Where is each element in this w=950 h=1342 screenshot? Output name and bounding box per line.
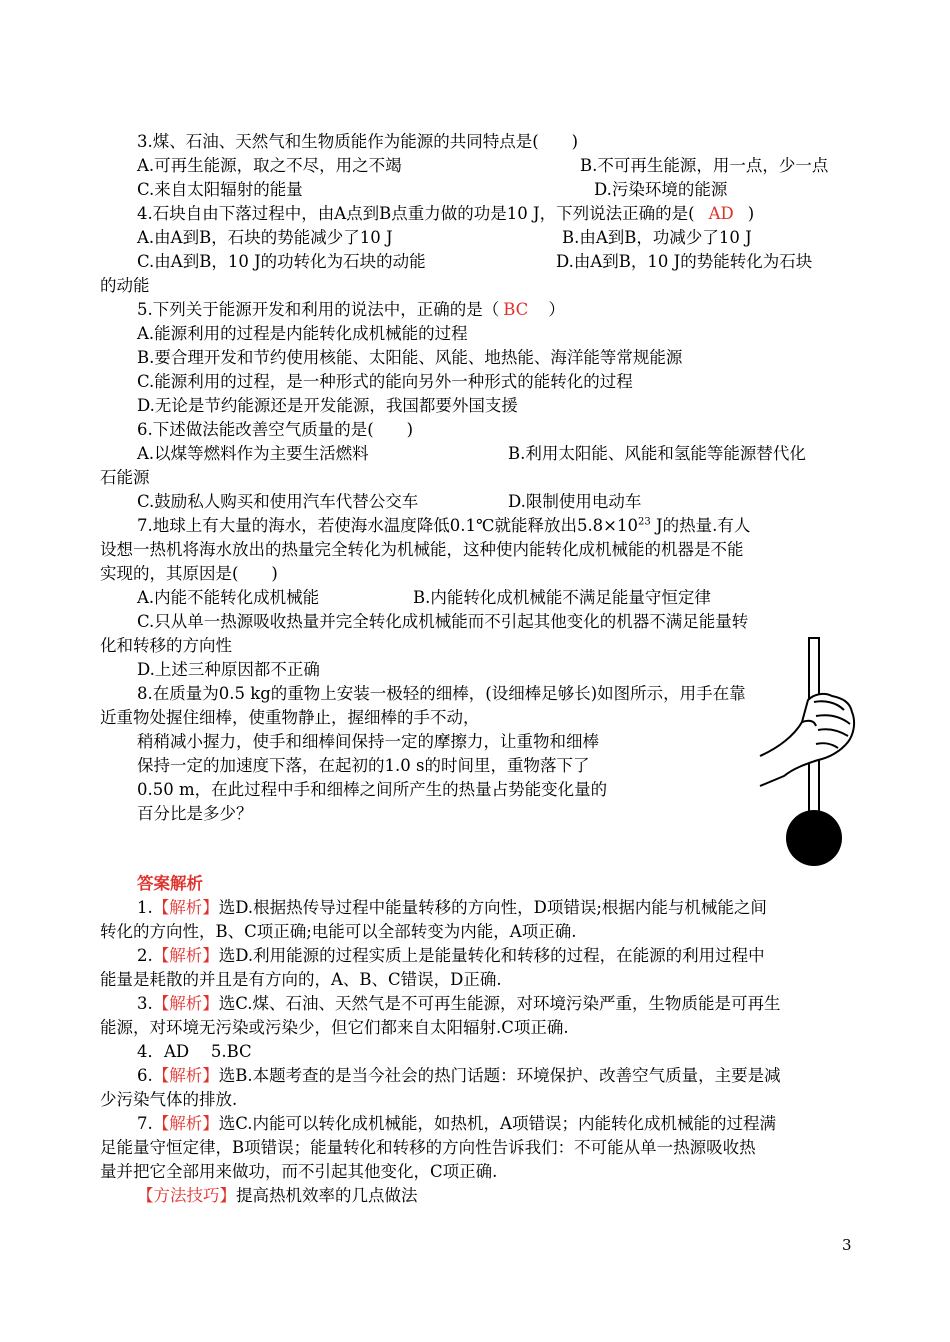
answer-6-line2: 少污染气体的排放. [100, 1090, 238, 1109]
q3-option-b: B.不可再生能源，用一点，少一点 [580, 156, 829, 175]
q8-line5: 0.50 m，在此过程中手和细棒之间所产生的热量占势能变化量的 [137, 780, 608, 799]
answer-2-line2: 能量是耗散的并且是有方向的，A、B、C错误，D正确. [100, 970, 502, 989]
method-tips-text: 提高热机效率的几点做法 [236, 1186, 418, 1205]
q3-option-d: D.污染环境的能源 [594, 180, 728, 199]
q6-option-a: A.以煤等燃料作为主要生活燃料 [137, 444, 369, 463]
method-tips [137, 1184, 418, 1208]
answer-3-text: 选C.煤、石油、天然气是不可再生能源，对环境污染严重，生物质能是可再生 [218, 994, 781, 1013]
q6-option-c: C.鼓励私人购买和使用汽车代替公交车 [137, 492, 419, 511]
q8-line2: 近重物处握住细棒，使重物静止，握细棒的手不动， [100, 708, 480, 727]
page-number: 3 [842, 1236, 852, 1254]
answer-6-text: 选B.本题考查的是当今社会的热门话题：环境保护、改善空气质量，主要是减 [218, 1066, 781, 1085]
answer-6-num: 6. [137, 1066, 153, 1085]
q4-option-b: B.由A到B，功减少了10 J [562, 228, 752, 247]
answer-1-text: 选D.根据热传导过程中能量转移的方向性，D项错误;根据内能与机械能之间 [218, 898, 767, 917]
ball-icon [786, 810, 842, 866]
q7-stem [137, 514, 750, 538]
q7-option-d: D.上述三种原因都不正确 [137, 660, 320, 679]
q4-stem-text: 4.石块自由下落过程中，由A点到B点重力做的功是10 J，下列说法正确的是( [137, 204, 695, 223]
q7-stem-tail: J的热量.有人 [650, 516, 751, 535]
q7-stem-line3: 实现的，其原因是( ) [100, 564, 278, 583]
answer-3-num: 3. [137, 994, 153, 1013]
q3-stem: 3.煤、石油、天然气和生物质能作为能源的共同特点是( ) [137, 132, 579, 151]
q5-stem-text: 5.下列关于能源开发和利用的说法中，正确的是（ [137, 300, 500, 319]
answer-1-tag: 【解析】 [152, 898, 219, 917]
answer-7-text: 选C.内能可以转化成机械能，如热机，A项错误；内能转化成机械能的过程满 [218, 1114, 776, 1133]
method-tips-tag: 【方法技巧】 [137, 1186, 236, 1205]
answer-1-line1 [137, 896, 767, 920]
q4-option-c: C.由A到B，10 J的功转化为石块的动能 [137, 252, 426, 271]
q7-stem-text: 7.地球上有大量的海水，若使海水温度降低0.1℃就能释放出5.8×10 [137, 516, 639, 535]
q7-exponent: 23 [638, 516, 651, 528]
answer-3-line2: 能源，对环境无污染或污染少，但它们都来自太阳辐射.C项正确. [100, 1018, 569, 1037]
q6-option-b-cont: 石能源 [100, 468, 150, 487]
q5-option-a: A.能源利用的过程是内能转化成机械能的过程 [137, 324, 468, 343]
q5-answer: BC [503, 300, 529, 319]
answers-heading: 答案解析 [137, 874, 203, 893]
answer-7-line3: 量并把它全部用来做功，而不引起其他变化，C项正确. [100, 1162, 498, 1181]
hand-holding-rod-with-ball-icon [758, 636, 868, 868]
answer-2-text: 选D.利用能源的过程实质上是能量转化和转移的过程，在能源的利用过程中 [218, 946, 765, 965]
q7-option-a: A.内能不能转化成机械能 [137, 588, 320, 607]
q6-option-d: D.限制使用电动车 [508, 492, 642, 511]
answer-7-num: 7. [137, 1114, 153, 1133]
q6-option-b: B.利用太阳能、风能和氢能等能源替代化 [508, 444, 806, 463]
q8-line4: 保持一定的加速度下落，在起初的1.0 s的时间里，重物落下了 [137, 756, 590, 775]
q4-answer: AD [708, 204, 734, 223]
q4-option-d: D.由A到B，10 J的势能转化为石块 [556, 252, 813, 271]
answer-7-line2: 足能量守恒定律，B项错误；能量转化和转移的方向性告诉我们：不可能从单一热源吸收热 [100, 1138, 756, 1157]
answer-7-tag: 【解析】 [152, 1114, 219, 1133]
q4-option-a: A.由A到B，石块的势能减少了10 J [137, 228, 393, 247]
q3-option-a: A.可再生能源，取之不尽，用之不竭 [137, 156, 402, 175]
answer-3-tag: 【解析】 [152, 994, 219, 1013]
hand-icon [760, 694, 854, 786]
q3-option-c: C.来自太阳辐射的能量 [137, 180, 303, 199]
q4-option-d-cont: 的动能 [100, 276, 150, 295]
q5-option-c: C.能源利用的过程，是一种形式的能向另外一种形式的能转化的过程 [137, 372, 633, 391]
q5-stem-close: ） [548, 300, 565, 319]
q7-stem-line2: 设想一热机将海水放出的热量完全转化为机械能，这种使内能转化成机械能的机器是不能 [100, 540, 744, 559]
answer-6-line1 [137, 1064, 781, 1088]
q5-stem [137, 298, 565, 322]
answer-3-line1 [137, 992, 781, 1016]
answer-7-line1 [137, 1112, 776, 1136]
q8-line6: 百分比是多少？ [137, 804, 253, 823]
q4-stem-close: ) [747, 204, 755, 223]
q7-option-c-cont: 化和转移的方向性 [100, 636, 232, 655]
answer-2-num: 2. [137, 946, 153, 965]
q8-line3: 稍稍减小握力，使手和细棒间保持一定的摩擦力，让重物和细棒 [137, 732, 599, 751]
answer-2-tag: 【解析】 [152, 946, 219, 965]
answer-6-tag: 【解析】 [152, 1066, 219, 1085]
q7-option-c: C.只从单一热源吸收热量并完全转化成机械能而不引起其他变化的机器不满足能量转 [137, 612, 749, 631]
q7-option-b: B.内能转化成机械能不满足能量守恒定律 [413, 588, 711, 607]
answer-1-num: 1. [137, 898, 153, 917]
q6-stem: 6.下述做法能改善空气质量的是( ) [137, 420, 414, 439]
answer-4-5: 4．AD 5.BC [137, 1042, 252, 1061]
q8-line1: 8.在质量为0.5 kg的重物上安装一极轻的细棒，(设细棒足够长)如图所示，用手在靠 [137, 684, 746, 703]
answer-2-line1 [137, 944, 765, 968]
q4-stem [137, 202, 754, 226]
q5-option-b: B.要合理开发和节约使用核能、太阳能、风能、地热能、海洋能等常规能源 [137, 348, 683, 367]
answer-1-line2: 转化的方向性，B、C项正确;电能可以全部转变为内能，A项正确. [100, 922, 577, 941]
q5-option-d: D.无论是节约能源还是开发能源，我国都要外国支援 [137, 396, 518, 415]
